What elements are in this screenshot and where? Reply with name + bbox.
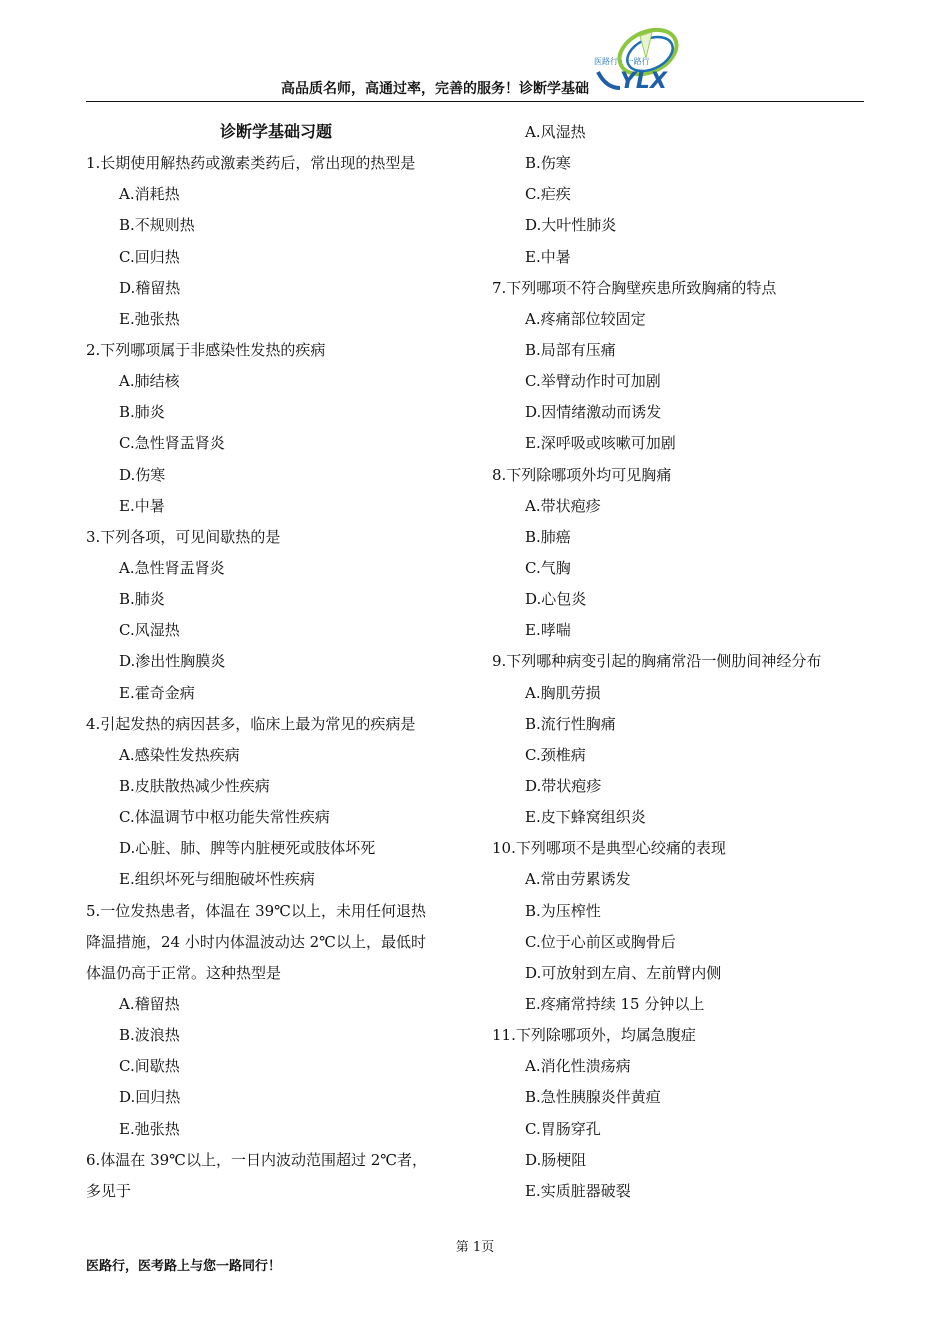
answer-option: A.消耗热 [119, 185, 180, 204]
answer-option: E.中暑 [525, 247, 571, 266]
answer-option: B.流行性胸痛 [525, 714, 616, 733]
question-text: 降温措施，24 小时内体温波动达 2℃以上，最低时 [86, 932, 426, 951]
answer-option: B.不规则热 [119, 216, 195, 235]
answer-option: C.位于心前区或胸骨后 [525, 932, 676, 951]
question-text: 11.下列除哪项外，均属急腹症 [492, 1026, 696, 1045]
answer-option: B.局部有压痛 [525, 340, 616, 359]
answer-option: C.胃肠穿孔 [525, 1119, 601, 1138]
answer-option: E.中暑 [119, 496, 165, 515]
answer-option: D.回归热 [119, 1088, 181, 1107]
question-text: 7.下列哪项不符合胸壁疾患所致胸痛的特点 [492, 278, 777, 297]
answer-option: D.肠梗阻 [525, 1150, 587, 1169]
answer-option: C.举臂动作时可加剧 [525, 372, 661, 391]
answer-option: E.深呼吸或咳嗽可加剧 [525, 434, 676, 453]
question-text: 5.一位发热患者，体温在 39℃以上，未用任何退热 [86, 901, 426, 920]
answer-option: D.心包炎 [525, 590, 587, 609]
question-text: 3.下列各项，可见间歇热的是 [86, 527, 281, 546]
answer-option: C.急性肾盂肾炎 [119, 434, 225, 453]
answer-option: A.肺结核 [119, 372, 180, 391]
answer-option: A.常由劳累诱发 [525, 870, 631, 889]
right-column [492, 118, 872, 1208]
answer-option: A.急性肾盂肾炎 [119, 558, 225, 577]
answer-option: B.为压榨性 [525, 901, 601, 920]
answer-option: A.消化性溃疡病 [525, 1057, 631, 1076]
answer-option: C.风湿热 [119, 621, 180, 640]
answer-option: D.渗出性胸膜炎 [119, 652, 226, 671]
question-text: 1.长期使用解热药或激素类药后，常出现的热型是 [86, 154, 416, 173]
answer-option: D.稽留热 [119, 278, 181, 297]
answer-option: A.胸肌劳损 [525, 683, 601, 702]
answer-option: A.风湿热 [525, 123, 586, 141]
answer-option: E.弛张热 [119, 1119, 180, 1138]
answer-option: E.皮下蜂窝组织炎 [525, 808, 646, 827]
answer-option: D.伤寒 [119, 465, 166, 484]
answer-option: D.带状疱疹 [525, 776, 602, 795]
document-title: 诊断学基础习题 [219, 122, 332, 141]
answer-option: B.肺炎 [119, 590, 165, 609]
answer-option: B.急性胰腺炎伴黄疸 [525, 1088, 661, 1107]
answer-option: B.皮肤散热减少性疾病 [119, 776, 270, 795]
question-text: 4.引起发热的病因甚多，临床上最为常见的疾病是 [86, 714, 416, 733]
answer-option: C.回归热 [119, 247, 180, 266]
answer-option: D.可放射到左肩、左前臂内侧 [525, 963, 722, 982]
answer-option: C.体温调节中枢功能失常性疾病 [119, 808, 330, 827]
answer-option: A.稽留热 [119, 994, 180, 1013]
logo-motto: 医路行 · 一路行 [594, 57, 650, 66]
answer-option: C.气胸 [525, 558, 571, 577]
answer-option: E.哮喘 [525, 621, 571, 640]
question-text: 多见于 [86, 1181, 132, 1200]
answer-option: C.间歇热 [119, 1057, 180, 1076]
answer-option: D.心脏、肺、脾等内脏梗死或肢体坏死 [119, 839, 376, 858]
answer-option: C.颈椎病 [525, 745, 586, 764]
question-text: 2.下列哪项属于非感染性发热的疾病 [86, 340, 326, 359]
footer-slogan: 医路行，医考路上与您一路同行！ [86, 1259, 282, 1274]
question-text: 10.下列哪项不是典型心绞痛的表现 [492, 839, 726, 858]
header-divider [86, 101, 864, 102]
answer-option: E.弛张热 [119, 309, 180, 328]
answer-option: B.伤寒 [525, 154, 571, 173]
answer-option: B.肺炎 [119, 403, 165, 422]
answer-option: A.带状疱疹 [525, 496, 601, 515]
question-text: 体温仍高于正常。这种热型是 [86, 963, 282, 982]
left-column [86, 118, 476, 1208]
answer-option: A.疼痛部位较固定 [525, 309, 646, 328]
answer-option: E.霍奇金病 [119, 683, 195, 702]
answer-option: E.组织坏死与细胞破坏性疾病 [119, 870, 315, 889]
answer-option: B.肺癌 [525, 527, 571, 546]
question-text: 8.下列除哪项外均可见胸痛 [492, 465, 672, 484]
header-tagline: 高品质名师，高通过率，完善的服务！诊断学基础 [281, 81, 589, 97]
answer-option: E.实质脏器破裂 [525, 1181, 631, 1200]
question-text: 6.体温在 39℃以上，一日内波动范围超过 2℃者， [86, 1150, 428, 1169]
answer-option: D.大叶性肺炎 [525, 216, 617, 235]
answer-option: C.疟疾 [525, 185, 571, 204]
logo-brand: YLX [620, 69, 667, 94]
answer-option: D.因情绪激动而诱发 [525, 403, 662, 422]
answer-option: A.感染性发热疾病 [119, 745, 240, 764]
answer-option: E.疼痛常持续 15 分钟以上 [525, 994, 705, 1013]
answer-option: B.波浪热 [119, 1026, 180, 1045]
page-number: 第 1页 [455, 1240, 495, 1255]
question-text: 9.下列哪种病变引起的胸痛常沿一侧肋间神经分布 [492, 652, 822, 671]
